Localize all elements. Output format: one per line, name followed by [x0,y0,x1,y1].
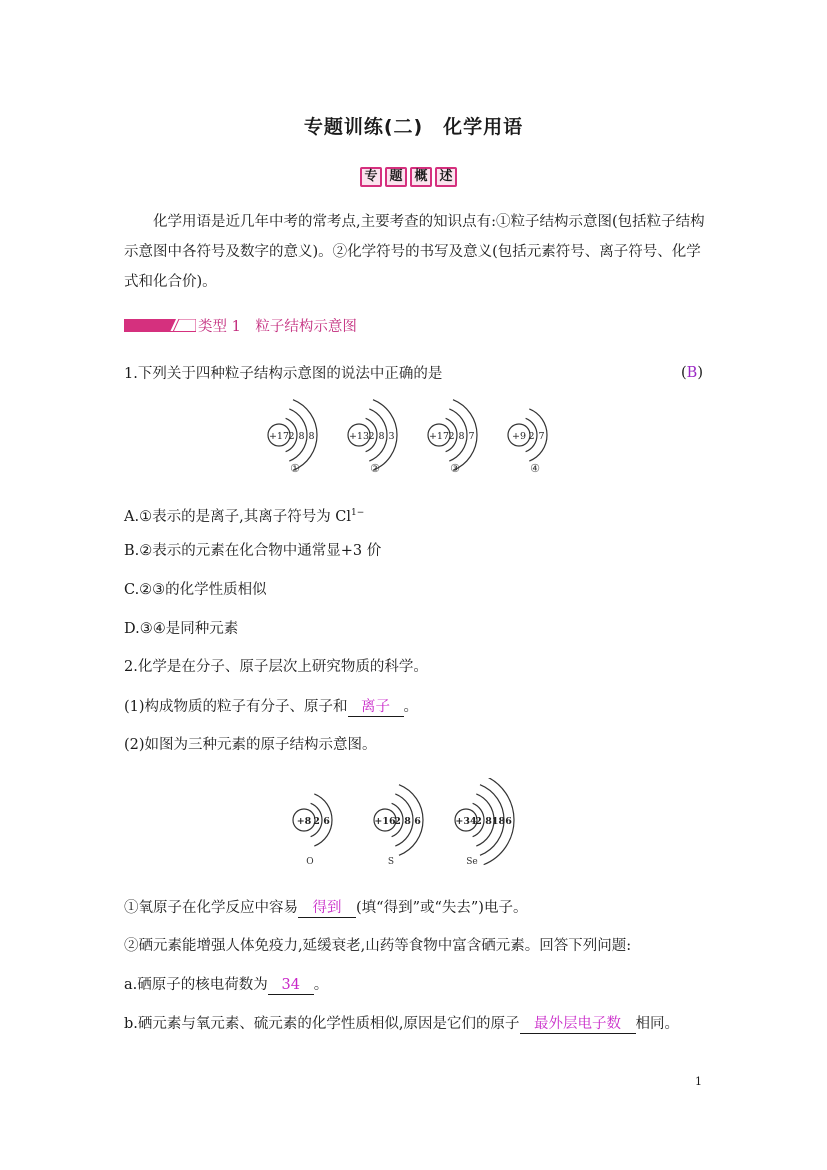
section-bar-icon [124,319,196,332]
option-a [124,503,364,527]
shell-electron-count: 7 [468,431,475,442]
shell-electron-count: 2 [448,431,455,442]
answer-value: B [686,365,698,381]
ion-charge: 1− [351,508,365,518]
sub-1-text: ①氧原子在化学反应中容易 [124,900,298,916]
shell-electron-count: 2 [475,816,482,827]
shell-electron-count: 8 [458,431,465,442]
atom-diagram [508,409,547,475]
question-2-part-2: (2)如图为三种元素的原子结构示意图。 [124,737,377,753]
option-b: B.②表示的元素在化合物中通常显+3 价 [124,543,382,559]
paren-close: ) [697,365,703,381]
sub-1-end: (填“得到”或“失去”)电子。 [356,900,528,916]
shell-electron-count: 2 [313,816,320,827]
question-2-stem: 2.化学是在分子、原子层次上研究物质的科学。 [124,659,428,675]
badge-char: 述 [435,167,457,187]
sub-b-end: 相同。 [635,1016,679,1032]
shell-electron-count: 3 [388,431,395,442]
question-1-stem: 1.下列关于四种粒子结构示意图的说法中正确的是 [124,366,443,382]
atom-diagram [348,400,397,475]
shell-electron-count: 8 [308,431,315,442]
badge-char: 概 [410,167,432,187]
atom-diagram [455,778,514,867]
diagram-label: S [387,857,395,867]
nucleus-charge: +16 [374,816,396,827]
shell-electron-count: 7 [538,431,545,442]
atom-diagram [428,400,477,475]
question-2-part-1 [124,697,418,717]
atom-structure-diagrams [284,778,544,870]
answer-blank-gain: 得到 [298,899,356,918]
part-1-text: (1)构成物质的粒子有分子、原子和 [124,699,348,715]
particle-structure-diagrams [255,398,575,480]
diagram-label: ④ [530,462,540,475]
nucleus-charge: +13 [348,431,370,442]
badge-char: 题 [385,167,407,187]
shell-electron-count: 2 [368,431,375,442]
diagram-label: O [306,857,314,867]
answer-blank-charge: 34 [268,976,314,995]
shell-electron-count: 6 [323,816,330,827]
part-1-end: 。 [403,699,419,715]
question-2-sub-1 [124,898,527,918]
section-label: 类型 1 粒子结构示意图 [198,319,357,335]
shell-electron-count: 6 [414,816,421,827]
diagram-label: ② [370,462,380,475]
shell-electron-count: 2 [394,816,401,827]
question-1-answer [681,365,703,381]
atom-diagram [268,400,317,475]
shell-electron-count: 8 [404,816,411,827]
answer-blank-outer-electrons: 最外层电子数 [520,1015,636,1034]
option-d: D.③④是同种元素 [124,621,239,637]
sub-b-text: b.硒元素与氧元素、硫元素的化学性质相似,原因是它们的原子 [124,1016,520,1032]
shell-electron-count: 2 [528,431,535,442]
diagram-label: ③ [450,462,460,475]
page-number: 1 [695,1075,702,1088]
shell-electron-count: 8 [485,816,492,827]
nucleus-charge: +9 [511,431,527,442]
badge-char: 专 [360,167,382,187]
nucleus-charge: +8 [296,816,312,827]
answer-blank-ion: 离子 [348,698,404,717]
shell-electron-count: 8 [298,431,305,442]
question-2-sub-2: ②硒元素能增强人体免疫力,延缓衰老,山药等食物中富含硒元素。回答下列问题: [124,938,632,954]
sub-a-text: a.硒原子的核电荷数为 [124,977,268,993]
option-a-text: A.①表示的是离子,其离子符号为 Cl [124,508,352,525]
nucleus-charge: +17 [268,431,290,442]
section-heading [124,315,357,336]
section-badges [360,167,457,187]
question-2-sub-a [124,975,328,995]
shell-electron-count: 2 [288,431,295,442]
atom-diagram [293,794,332,867]
nucleus-charge: +34 [455,816,477,827]
intro-paragraph: 化学用语是近几年中考的常考点,主要考查的知识点有:①粒子结构示意图(包括粒子结构示意图中各符号及数字的意义)。②化学符号的书写及意义(包括元素符号、离子符号、化学式和化合价)。 [124,214,705,290]
atom-diagram [374,785,423,867]
page-title: 专题训练(二) 化学用语 [303,116,524,138]
diagram-label: ① [290,462,300,475]
sub-a-end: 。 [313,977,329,993]
nucleus-charge: +17 [428,431,450,442]
option-c: C.②③的化学性质相似 [124,582,267,598]
shell-electron-count: 6 [505,816,512,827]
question-2-sub-b [124,1014,679,1034]
diagram-label: Se [466,857,478,867]
shell-electron-count: 18 [491,816,506,827]
paren-open: ( [681,365,687,381]
shell-electron-count: 8 [378,431,385,442]
